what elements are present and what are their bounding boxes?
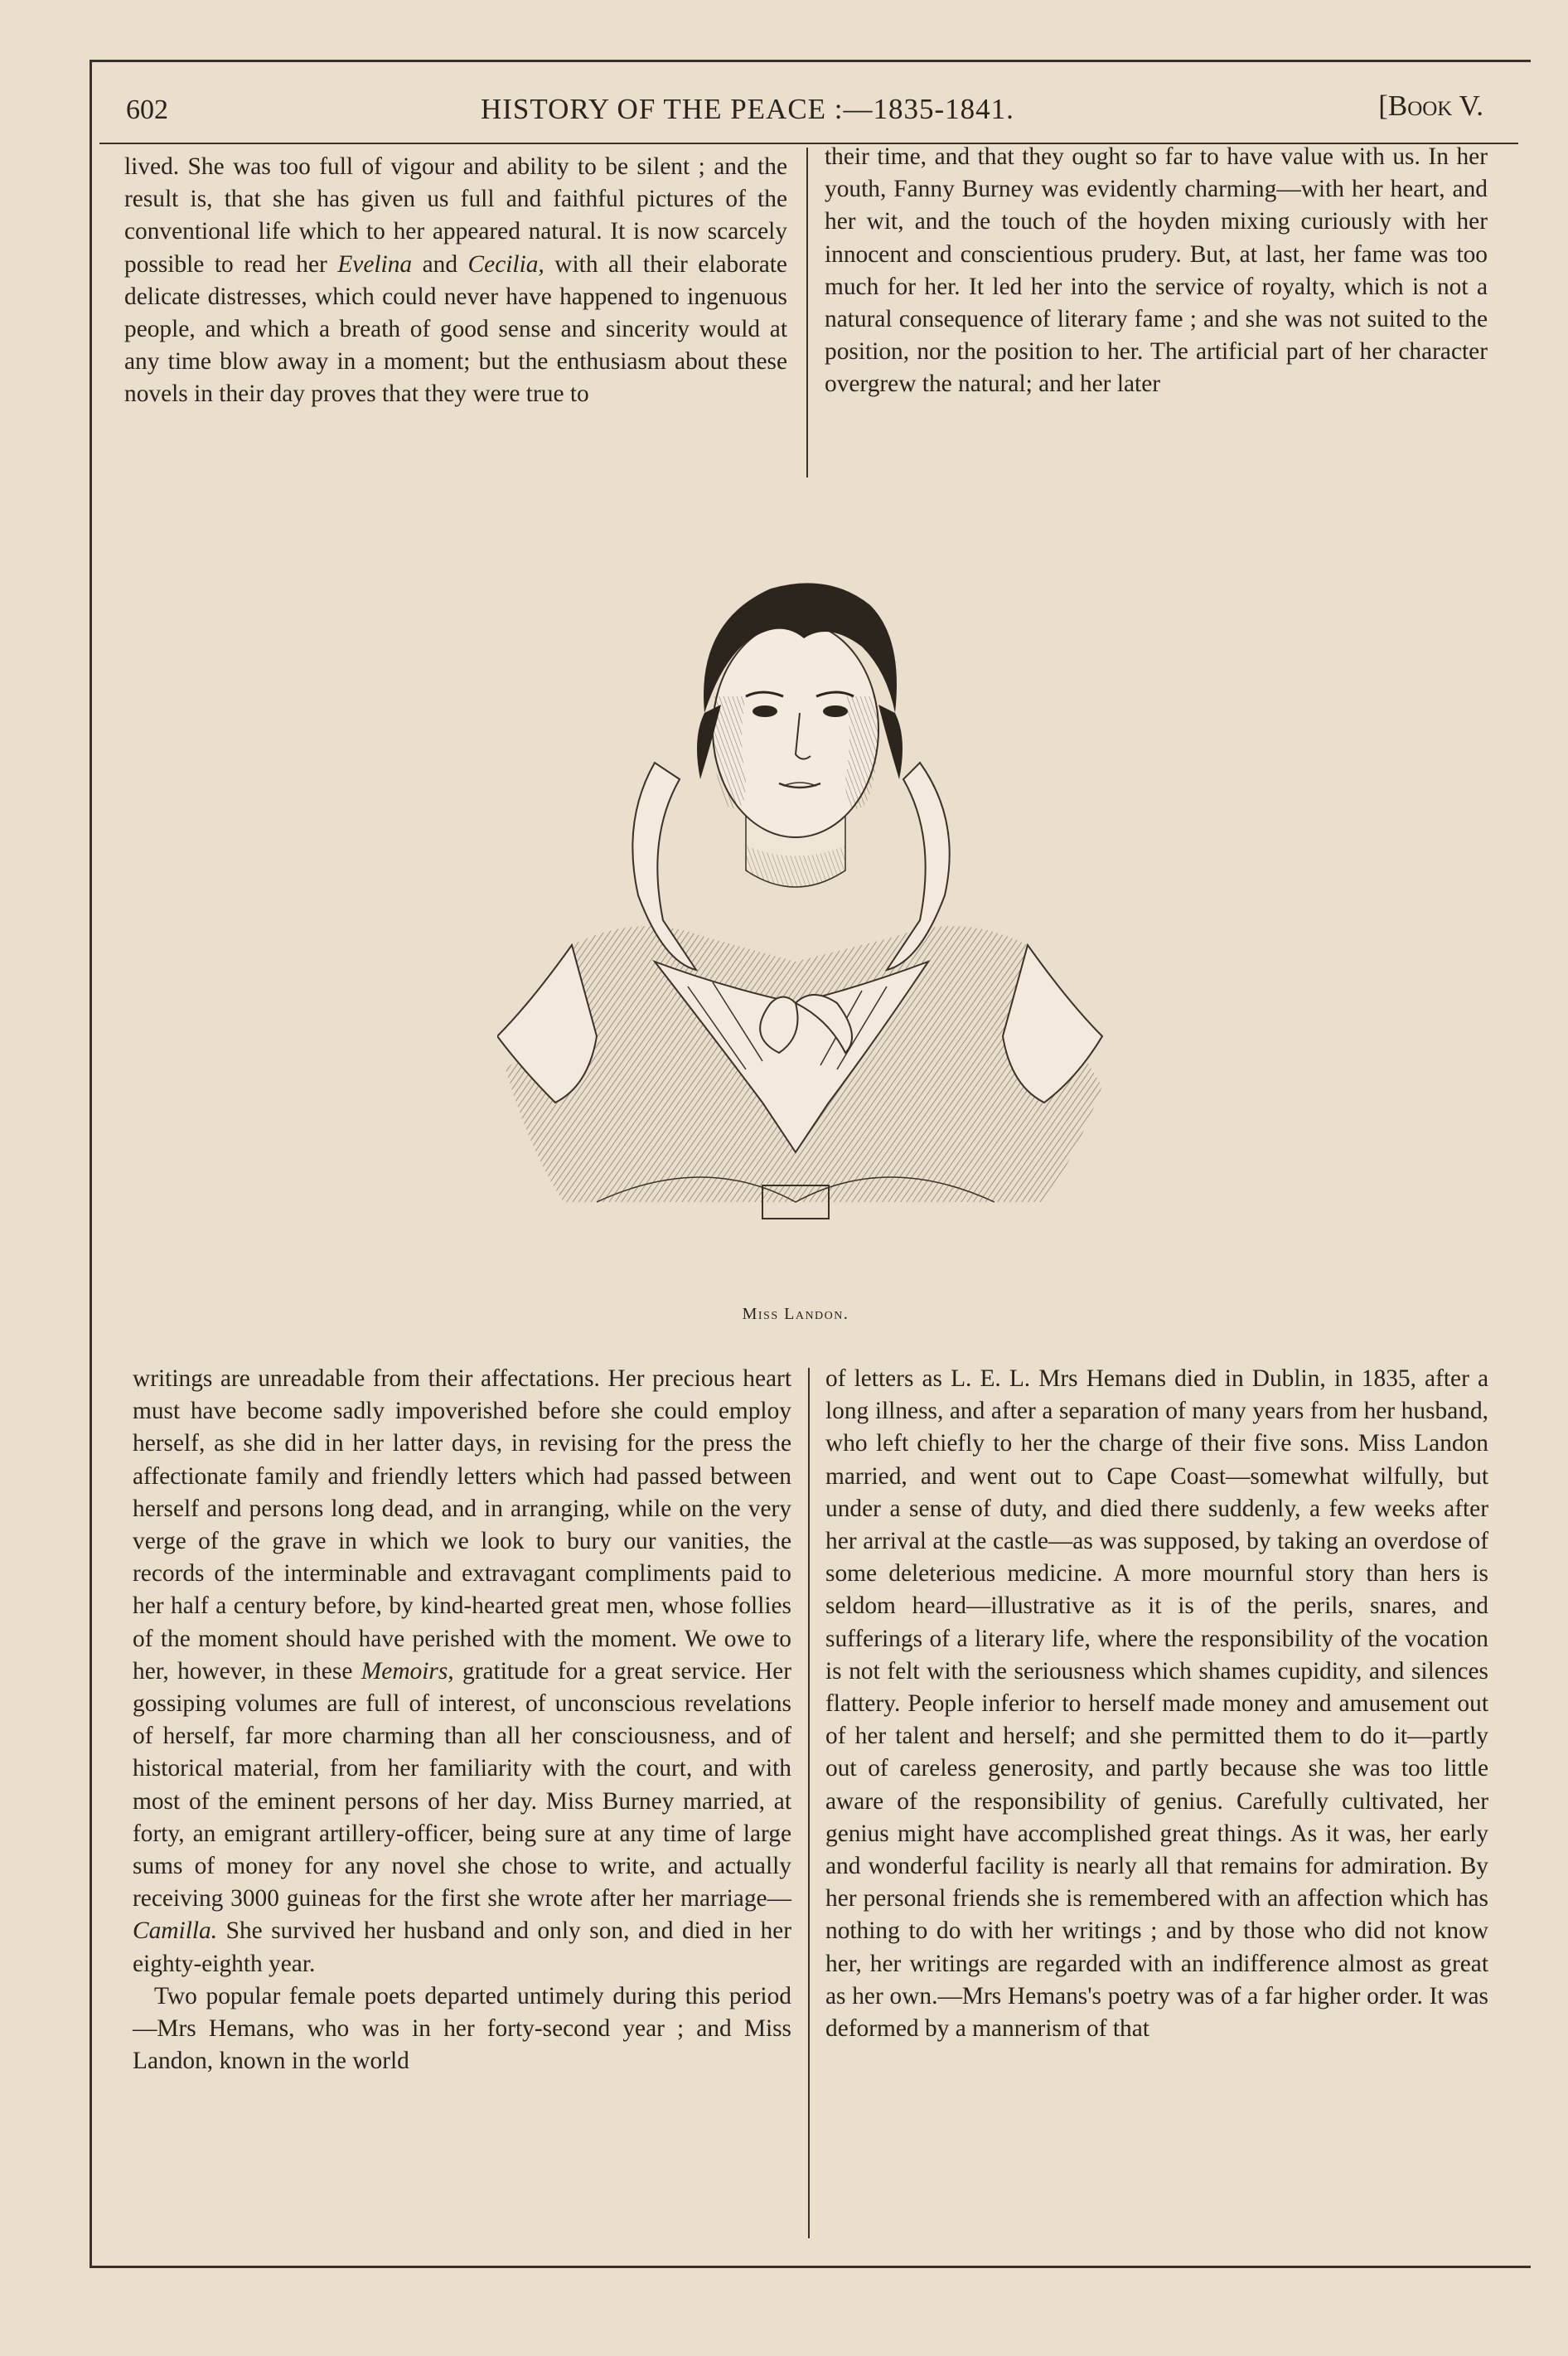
paragraph: of letters as L. E. L. Mrs Hemans died in Dublin, in 1835, after a long illness, and after a separation of many years from her husband, who left chiefly to her the charge of their five sons. Miss Landon married, and went out to Cape Coast—somewhat wilfully, but under a sense of duty, and died there suddenly, a few weeks after her arrival at the castle—as was supposed, by taking an overdose of some deleterious medicine. A more mournful story than hers is seldom heard—illustrative as it is of the perils, snares, and sufferings of a literary life, where the responsibility of the vocation is not felt with the seriousness which shames cupidity, and silences flattery. People inferior to herself made money and amusement out of her talent and herself; and she permitted them to do it—partly out of careless generosity, and partly because she was too little aware of the responsibility of genius. Carefully cultivated, her genius might have accomplished great things. As it was, her early and wonderful facility is nearly all that remains for admiration. By her personal friends she is remembered with an affection which has nothing to do with her writings ; and by those who did not know her, her writings are regarded with an indifference almost as great as her own.—Mrs Hemans's poetry was of a far higher order. It was deformed by a mannerism of that xyxy=(825,1365,1488,2043)
column-divider xyxy=(808,1368,810,2238)
bottom-right-column xyxy=(825,1363,1488,2045)
book-title-camilla: Camilla. xyxy=(133,1917,218,1945)
paragraph: Two popular female poets departed untimely during this period—Mrs Hemans, who was in her forty-second year ; and Miss Landon, known in the world xyxy=(133,1982,791,2075)
book-title-cecilia: Cecilia, xyxy=(467,250,544,278)
book-title-memoirs: Memoirs, xyxy=(361,1657,454,1685)
book-title-evelina: Evelina xyxy=(337,250,413,278)
paragraph: writings are unreadable from their affectations. Her precious heart must have become sadly impoverished before she could employ herself, as she did in her latter days, in revising for the press the affectionate family and friendly letters which had passed between herself and persons long dead, and in arranging, while on the very verge of the grave in which we look to bury our vanities, the records of the interminable and extravagant compliments paid to her half a century before, by kind-hearted great men, whose follies of the moment should have perished with the moment. We owe to her, however, in these Memoirs, gratitude for a great service. Her gossiping volumes are full of interest, of unconscious revelations of herself, far more charming than all her consciousness, and of historical material, from her familiarity with the court, and with most of the eminent persons of her day. Miss Burney married, at forty, an emigrant artillery-officer, being sure at any time of large sums of money for any novel she chose to write, and actually receiving 3000 guineas for the first she wrote after her marriage—Camilla. She survived her husband and only son, and died in her eighty-eighth year. xyxy=(133,1365,791,1977)
paragraph: their time, and that they ought so far to have value with us. In her youth, Fanny Burney was evidently charming—with her heart, and her wit, and the touch of the hoyden mixing curiously with her innocent and conscientious prudery. But, at last, her fame was too much for her. It led her into the service of royalty, which is not a natural consequence of literary fame ; and she was not suited to the position, nor the position to her. The artificial part of her character overgrew the natural; and her later xyxy=(825,143,1488,398)
figure-caption: Miss Landon. xyxy=(742,1305,849,1323)
running-header xyxy=(91,83,1525,143)
top-right-column xyxy=(825,141,1488,401)
paragraph: lived. She was too full of vigour and ability to be silent ; and the result is, that she has given us full and faithful pictures of the conventional life which to her appeared natural. It is now scarcely possible to read her Evelina and Cecilia, with all their elaborate delicate distresses, which could never have happened to ingenuous people, and which a breath of good sense and sincerity would at any time blow away in a moment; but the enthusiasm about these novels in their day proves that they were true to xyxy=(124,153,787,408)
portrait-engraving xyxy=(497,572,1111,1260)
bottom-left-column xyxy=(133,1363,791,2077)
top-left-column xyxy=(124,151,787,411)
running-title: HISTORY OF THE PEACE :—1835-1841. xyxy=(481,93,1014,125)
book-reference: [Book V. xyxy=(1378,90,1483,122)
page-number: 602 xyxy=(126,95,168,125)
column-divider xyxy=(806,148,808,478)
